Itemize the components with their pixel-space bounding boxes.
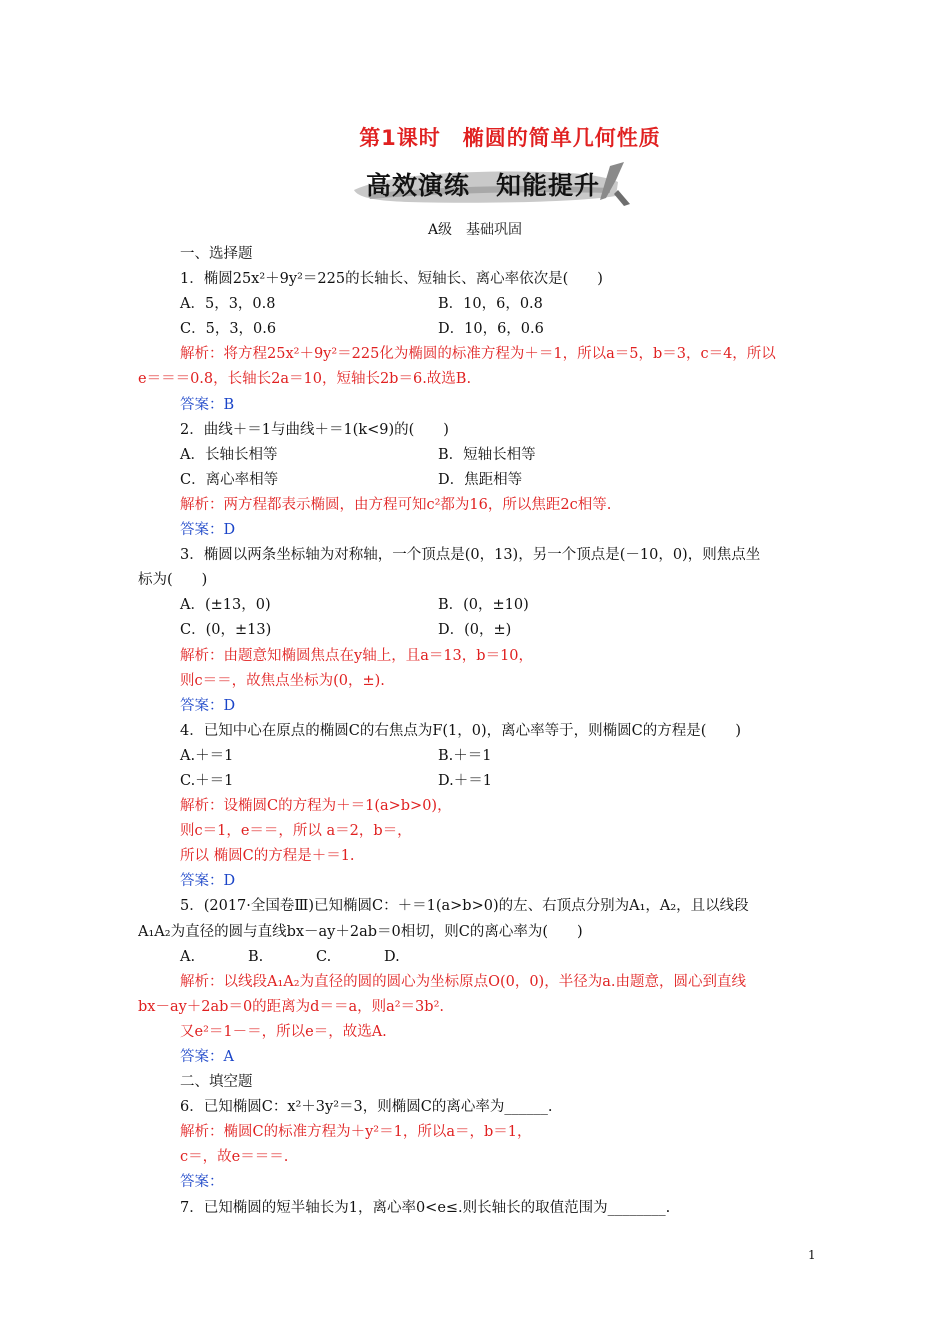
text-line: 标为( ) — [138, 572, 208, 589]
page-number: 1 — [808, 1248, 816, 1262]
option-item: A.＋＝1 — [180, 747, 234, 764]
section-banner — [348, 160, 634, 210]
level-heading: A级 基础巩固 — [427, 222, 523, 238]
solution-line: 则c＝1，e＝＝，所以 a＝2，b＝， — [180, 823, 412, 840]
text-line: 1．椭圆25x²＋9y²＝225的长轴长、短轴长、离心率依次是( ) — [180, 271, 603, 288]
answer-line: 答案：D — [180, 873, 236, 890]
text-line: 一、选择题 — [180, 246, 253, 262]
option-item: D.＋＝1 — [438, 772, 492, 789]
option-row — [138, 945, 818, 970]
solution-line: 又e²＝1－＝，所以e＝，故选A. — [180, 1023, 387, 1040]
option-item: A. — [180, 948, 196, 965]
answer-line: 答案：D — [180, 697, 236, 714]
option-item: A．5，3，0.8 — [180, 296, 276, 313]
text-line: 5．(2017·全国卷Ⅲ)已知椭圆C：＋＝1(a>b>0)的左、右顶点分别为A₁，A₂，且以线段 — [180, 898, 749, 915]
option-item: B．(0，±10) — [438, 597, 529, 614]
answer-line: 答案：A — [180, 1049, 234, 1065]
solution-line: 解析：以线段A₁A₂为直径的圆的圆心为坐标原点O(0，0)，半径为a.由题意，圆心到直线 — [180, 973, 746, 990]
option-row — [138, 769, 818, 794]
option-item: A．(±13，0) — [180, 597, 271, 614]
option-item: B.＋＝1 — [438, 747, 492, 764]
text-line: 6．已知椭圆C：x²＋3y²＝3，则椭圆C的离心率为______. — [180, 1099, 553, 1116]
option-item: D．焦距相等 — [438, 471, 523, 488]
option-item: D．(0，±) — [438, 622, 512, 639]
solution-line: 解析：设椭圆C的方程为＋＝1(a>b>0)， — [180, 798, 452, 815]
solution-line: e＝＝＝0.8，长轴长2a＝10，短轴长2b＝6.故选B. — [138, 371, 472, 388]
option-item: D. — [384, 948, 400, 965]
option-item: C．离心率相等 — [180, 471, 279, 488]
option-item: C.＋＝1 — [180, 772, 234, 789]
answer-line: 答案： — [180, 1174, 224, 1191]
text-line: 7．已知椭圆的短半轴长为1，离心率0<e≤.则长轴长的取值范围为________. — [180, 1199, 671, 1216]
text-line: 2．曲线＋＝1与曲线＋＝1(k<9)的( ) — [180, 421, 449, 438]
option-item: B．10，6，0.8 — [438, 296, 543, 313]
option-item: B．短轴长相等 — [438, 446, 536, 463]
solution-line: bx－ay＋2ab＝0的距离为d＝＝a，则a²＝3b². — [138, 998, 444, 1015]
exercise-content — [138, 242, 818, 1221]
solution-line: 解析：将方程25x²＋9y²＝225化为椭圆的标准方程为＋＝1，所以a＝5，b＝3，c＝4，所以 — [180, 346, 776, 363]
option-row — [138, 317, 818, 342]
text-line: A₁A₂为直径的圆与直线bx－ay＋2ab＝0相切，则C的离心率为( ) — [138, 923, 583, 940]
solution-line: 所以 椭圆C的方程是＋＝1. — [180, 848, 355, 865]
option-item: B. — [248, 948, 264, 965]
option-row — [138, 744, 818, 769]
option-row — [138, 468, 818, 493]
solution-line: 解析：两方程都表示椭圆，由方程可知c²都为16，所以焦距2c相等. — [180, 496, 612, 513]
solution-line: 则c＝＝，故焦点坐标为(0，±). — [180, 672, 385, 689]
banner-text: 高效演练 知能提升 — [366, 171, 601, 200]
option-row — [138, 593, 818, 618]
option-item: D．10，6，0.6 — [438, 321, 544, 338]
solution-line: 解析：椭圆C的标准方程为＋y²＝1，所以a＝，b＝1， — [180, 1124, 532, 1141]
option-item: C．(0，±13) — [180, 622, 272, 639]
option-item: C. — [316, 948, 332, 965]
solution-line: 解析：由题意知椭圆焦点在y轴上，且a＝13，b＝10， — [180, 647, 534, 664]
text-line: 二、填空题 — [180, 1074, 253, 1091]
option-row — [138, 618, 818, 643]
option-item: C．5，3，0.6 — [180, 321, 277, 338]
answer-line: 答案：B — [180, 396, 235, 413]
solution-line: c＝，故e＝＝＝. — [180, 1149, 289, 1166]
option-item: A．长轴长相等 — [180, 446, 278, 463]
answer-line: 答案：D — [180, 522, 236, 539]
option-row — [138, 292, 818, 317]
page-title: 第1课时 椭圆的简单几何性质 — [359, 126, 661, 150]
text-line: 4．已知中心在原点的椭圆C的右焦点为F(1，0)，离心率等于，则椭圆C的方程是( ) — [180, 722, 742, 739]
text-line: 3．椭圆以两条坐标轴为对称轴，一个顶点是(0，13)，另一个顶点是(－10，0)，则焦点坐 — [180, 547, 761, 564]
option-row — [138, 443, 818, 468]
